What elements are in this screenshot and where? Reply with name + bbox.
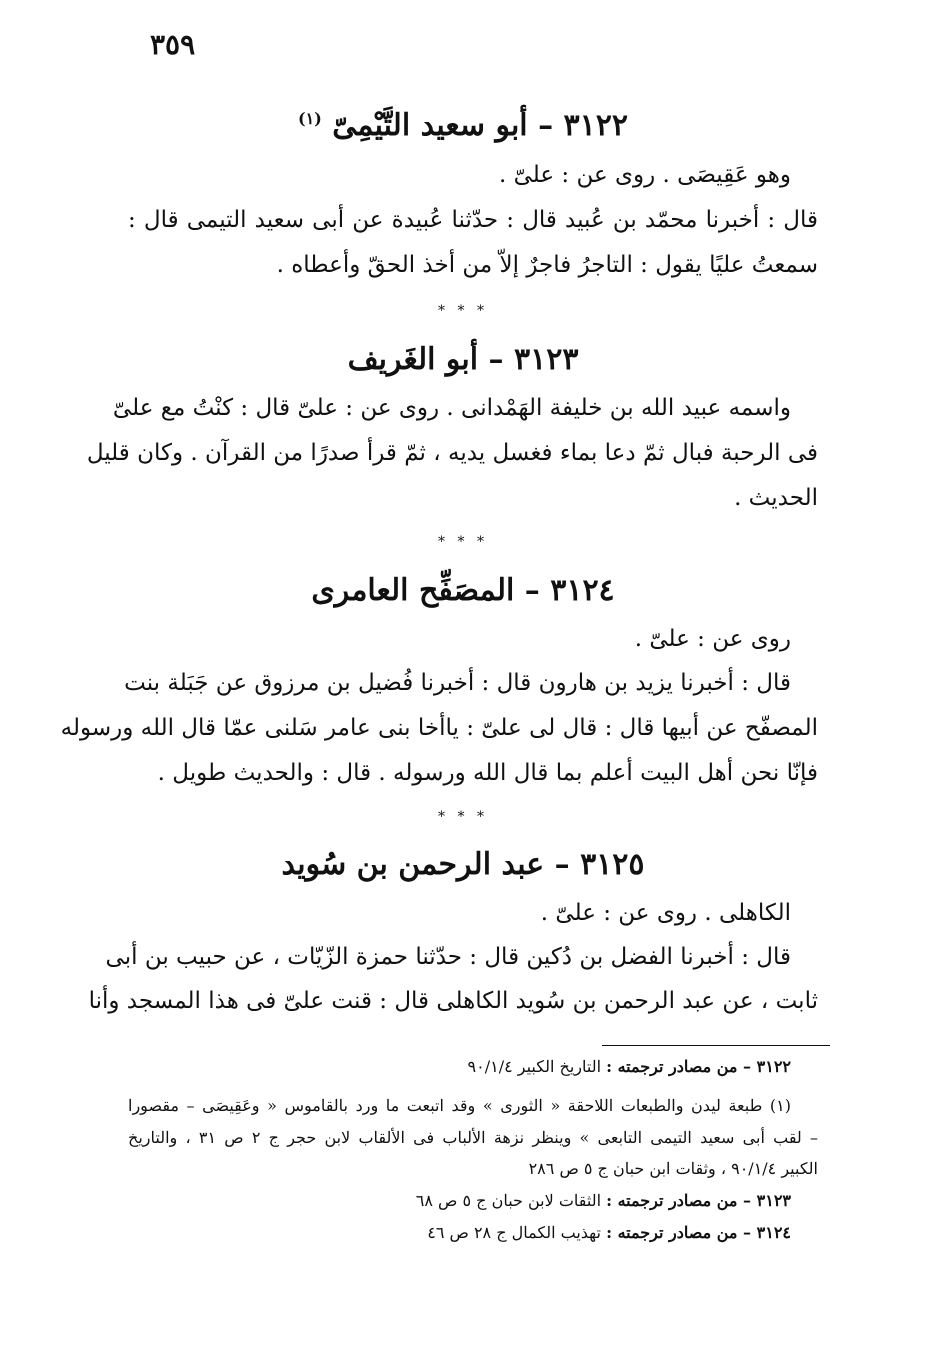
footnote-label: ٣١٢٤ – من مصادر ترجمته :	[606, 1223, 791, 1242]
entry-heading-3124: ٣١٢٤ – المصَفِّح العامرى	[311, 573, 615, 608]
footnote-text: التاريخ الكبير ٩٠/١/٤	[467, 1057, 602, 1076]
text-line: قال : أخبرنا يزيد بن هارون قال : أخبرنا فُضيل بن مرزوق عن جَبَلة بنت	[124, 670, 791, 696]
entry-title: ٣١٢٢ – أبو سعيد التَّيْمِىّ	[332, 108, 628, 143]
footnote-marker: (١)	[298, 109, 322, 128]
footnote-note-line: – لقب أبى سعيد التيمى التابعى » وينظر نزهة الألباب فى الألقاب لابن حجر ج ٢ ص ٣١ ، والتاريخ	[128, 1128, 819, 1147]
page-number: ٣٥٩	[150, 28, 196, 61]
footnote-source-3123	[101, 1191, 791, 1210]
entry-heading-3122	[0, 108, 926, 143]
footnote-text: الثقات لابن حبان ج ٥ ص ٦٨	[415, 1191, 602, 1210]
entry-heading-3123: ٣١٢٣ – أبو الغَريف	[347, 342, 579, 377]
footnote-note-line: الكبير ٩٠/١/٤ ، وثقات ابن حبان ج ٥ ص ٢٨٦	[528, 1159, 818, 1178]
text-line: واسمه عبيد الله بن خليفة الهَمْدانى . روى عن : علىّ قال : كنْتُ مع علىّ	[112, 395, 791, 421]
text-line: فإنّا نحن أهل البيت أعلم بما قال الله ورسوله . قال : والحديث طويل .	[157, 760, 818, 786]
text-line: قال : أخبرنا الفضل بن دُكين قال : حدّثنا حمزة الزّيّات ، عن حبيب بن أبى	[105, 944, 791, 970]
entry-heading-3125: ٣١٢٥ – عبد الرحمن بن سُويد	[281, 847, 645, 882]
text-line: قال : أخبرنا محمّد بن عُبيد قال : حدّثنا عُبيدة عن أبى سعيد التيمى قال :	[128, 207, 818, 233]
footnote-divider	[602, 1045, 830, 1046]
text-line: وهو عَقِيصَى . روى عن : علىّ .	[498, 162, 791, 188]
text-line: روى عن : علىّ .	[634, 626, 791, 652]
text-line: سمعتُ عليًا يقول : التاجرُ فاجرٌ إلاّ من أخذ الحقّ وأعطاه .	[276, 252, 818, 278]
section-separator: * * *	[438, 809, 488, 825]
footnote-text: تهذيب الكمال ج ٢٨ ص ٤٦	[427, 1223, 602, 1242]
text-line: الكاهلى . روى عن : علىّ .	[540, 900, 791, 926]
section-separator: * * *	[438, 534, 488, 550]
text-line: فى الرحبة فبال ثمّ دعا بماء فغسل يديه ، ثمّ قرأ صدرًا من القرآن . وكان قليل	[86, 440, 818, 466]
footnote-source-3124	[101, 1223, 791, 1242]
footnote-note-line: (١) طبعة ليدن والطبعات اللاحقة « الثورى » وقد اتبعت ما ورد بالقاموس « وعَقِيصَى – مقصورا	[128, 1096, 791, 1115]
text-line: الحديث .	[734, 485, 818, 511]
text-line: ثابت ، عن عبد الرحمن بن سُويد الكاهلى قال : قنت علىّ فى هذا المسجد وأنا	[88, 988, 818, 1014]
footnote-label: ٣١٢٢ – من مصادر ترجمته :	[606, 1057, 791, 1076]
footnote-source-3122	[101, 1057, 791, 1076]
text-line: المصفّح عن أبيها قال : قال لى علىّ : ياأخا بنى عامر سَلنى عمّا قال الله ورسوله	[60, 715, 818, 741]
footnote-label: ٣١٢٣ – من مصادر ترجمته :	[606, 1191, 791, 1210]
section-separator: * * *	[438, 303, 488, 319]
